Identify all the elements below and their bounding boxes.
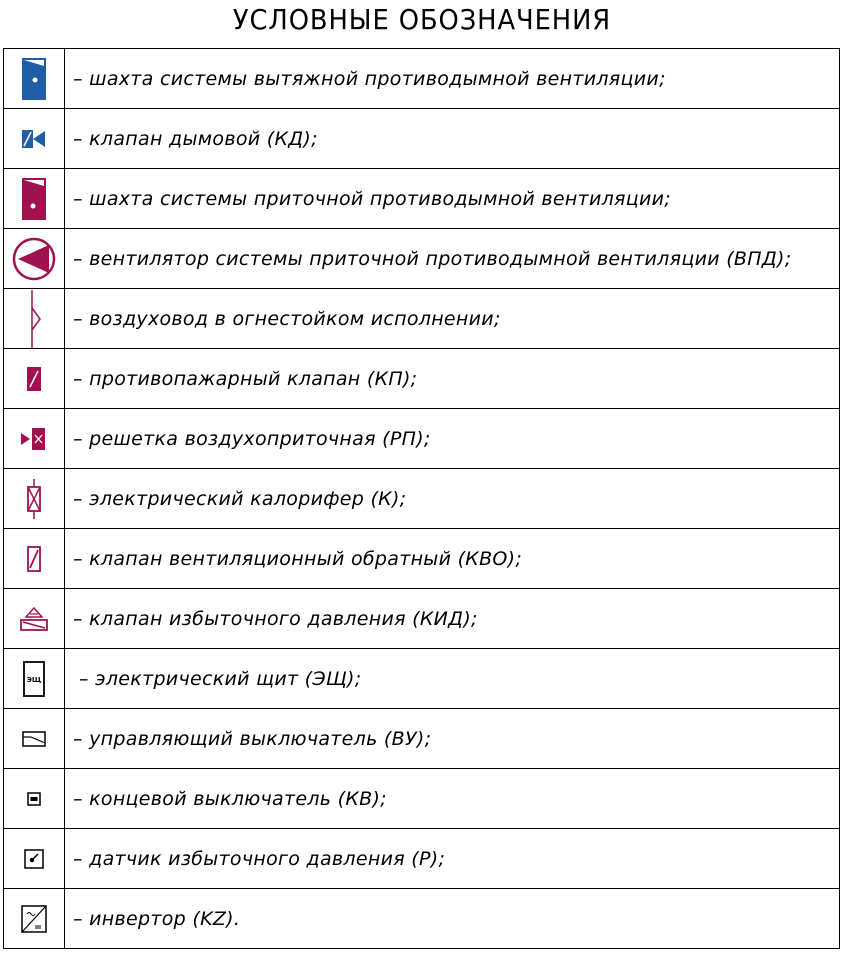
legend-text: – концевой выключатель (КВ);	[73, 787, 387, 810]
legend-row	[4, 109, 839, 169]
legend-text: – вентилятор системы приточной противодымной вентиляции (ВПД);	[73, 247, 792, 270]
electric-heater-icon	[4, 469, 65, 528]
legend-row	[4, 889, 839, 948]
legend-text: – электрический щит (ЭЩ);	[79, 667, 362, 690]
legend-row	[4, 49, 839, 109]
legend-row	[4, 649, 839, 709]
legend-row	[4, 409, 839, 469]
supply-grille-icon	[4, 409, 65, 468]
smoke-exhaust-shaft-icon	[4, 49, 65, 108]
legend-text: – клапан дымовой (КД);	[73, 127, 318, 150]
legend-text: – противопажарный клапан (КП);	[73, 367, 418, 390]
legend-row	[4, 589, 839, 649]
legend-text: – электрический калорифер (К);	[73, 487, 407, 510]
fire-damper-icon	[4, 349, 65, 408]
check-valve-icon	[4, 529, 65, 588]
legend-text: – инвертор (KZ).	[73, 907, 241, 930]
legend-row	[4, 829, 839, 889]
legend-row	[4, 769, 839, 829]
legend-row	[4, 709, 839, 769]
legend-text: – решетка воздухоприточная (РП);	[73, 427, 431, 450]
fireproof-duct-icon	[4, 289, 65, 348]
smoke-damper-icon	[4, 109, 65, 168]
control-switch-icon	[4, 709, 65, 768]
legend-row	[4, 229, 839, 289]
legend-text: – шахта системы вытяжной противодымной вентиляции;	[73, 67, 666, 90]
legend-text: – клапан вентиляционный обратный (КВО);	[73, 547, 523, 570]
supply-fan-icon	[4, 229, 65, 288]
pressure-sensor-icon	[4, 829, 65, 888]
electric-panel-icon-label: ЭЩ	[26, 675, 42, 684]
overpressure-valve-icon	[4, 589, 65, 648]
legend-table	[3, 48, 840, 949]
inverter-icon	[4, 889, 65, 948]
legend-row	[4, 349, 839, 409]
legend-row	[4, 169, 839, 229]
legend-row	[4, 289, 839, 349]
legend-row	[4, 529, 839, 589]
page-title: УСЛОВНЫЕ ОБОЗНАЧЕНИЯ	[232, 3, 612, 36]
legend-text: – воздуховод в огнестойком исполнении;	[73, 307, 501, 330]
legend-text: – клапан избыточного давления (КИД);	[73, 607, 478, 630]
electric-panel-icon	[4, 649, 65, 708]
supply-shaft-icon	[4, 169, 65, 228]
limit-switch-icon	[4, 769, 65, 828]
legend-text: – шахта системы приточной противодымной вентиляции;	[73, 187, 672, 210]
legend-text: – датчик избыточного давления (Р);	[73, 847, 446, 870]
legend-text: – управляющий выключатель (ВУ);	[73, 727, 432, 750]
legend-row	[4, 469, 839, 529]
